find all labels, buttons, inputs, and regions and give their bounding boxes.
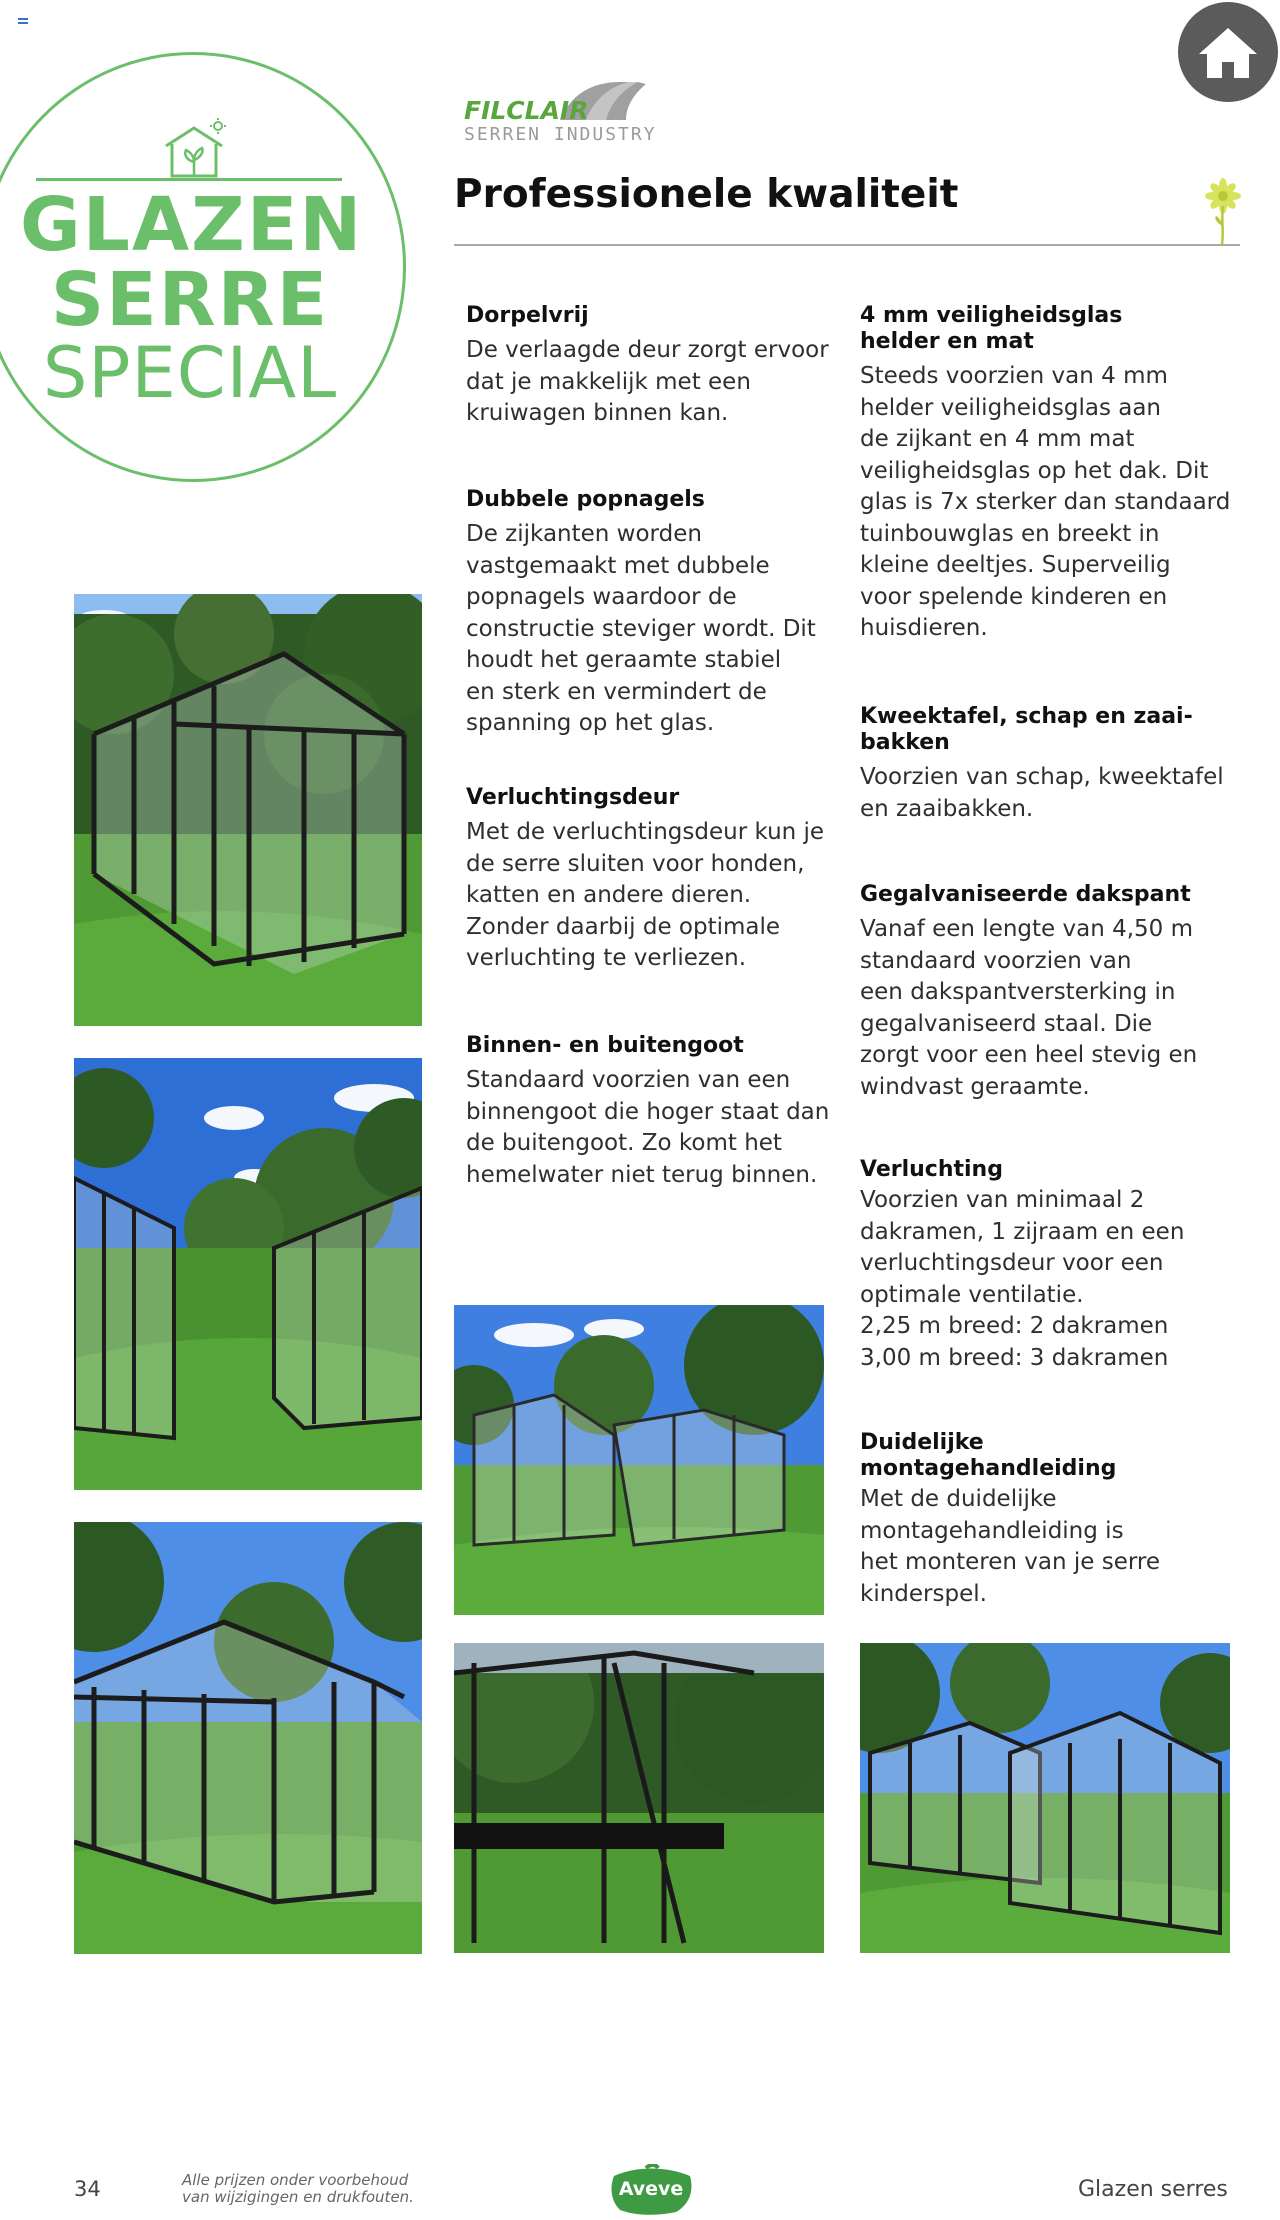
feature-text-line: het monteren van je serre [860,1549,1160,1575]
feature-text-line: en zaaibakken. [860,795,1034,822]
feature-text-line: De verlaagde deur zorgt ervoor [466,337,829,363]
section-name: Glazen serres [1078,2177,1228,2202]
flower-icon [1204,176,1242,246]
feature-text-line: spanning op het glas. [466,710,715,736]
feature-text-line: kinderspel. [860,1580,987,1607]
feature-text-line: gegalvaniseerd staal. Die [860,1010,1153,1037]
feature-text-line: de serre sluiten voor honden, [466,850,805,877]
badge-title-line2: SERRE [50,257,330,343]
feature-text-line: optimale ventilatie. [860,1281,1084,1308]
feature-text-line: De zijkanten worden [466,521,702,547]
feature-text-line: tuinbouwglas en breekt in [860,520,1160,547]
page-title: Professionele kwaliteit [454,172,959,217]
feature-title: Dubbele popnagels [466,487,705,512]
greenhouse-photo-5 [454,1643,824,1953]
title-rule [454,244,1240,246]
disclaimer-line: Alle prijzen onder voorbehoud [182,2171,409,2189]
greenhouse-photo-2 [74,1058,422,1490]
feature-title: Dorpelvrij [466,303,589,328]
feature-text-line: popnagels waardoor de [466,584,737,610]
feature-text-line: kleine deeltjes. Superveilig [860,552,1171,578]
logo-subtitle: SERREN INDUSTRY [464,124,657,145]
feature-text-line: verluchtingsdeur voor een [860,1250,1164,1276]
feature-text-line: vastgemaakt met dubbele [466,552,770,579]
feature-text-line: Vanaf een lengte van 4,50 m [860,916,1194,942]
feature-text-line: houdt het geraamte stabiel [466,647,782,673]
feature-text-line: voor spelende kinderen en [860,583,1168,610]
feature-text-line: huisdieren. [860,615,988,641]
feature-title: 4 mm veiligheidsglas [860,303,1123,328]
feature-text-line: een dakspantversterking in [860,979,1176,1005]
greenhouse-icon [160,118,230,180]
feature-text-line: helder veiligheidsglas aan [860,394,1162,421]
badge-title-line3: SPECIAL [42,332,338,414]
feature-text-line: de buitengoot. Zo komt het [466,1130,782,1156]
feature-title: bakken [860,730,950,755]
feature-veiligheidsglas [860,303,1240,645]
feature-dubbele-popnagels [466,487,846,740]
feature-title: Verluchting [860,1157,1003,1182]
badge-divider [36,178,342,181]
home-icon [1197,24,1259,80]
feature-text-line: 2,25 m breed: 2 dakramen [860,1313,1169,1339]
feature-text-line: veiligheidsglas op het dak. Dit [860,457,1209,484]
feature-dakspant [860,882,1240,1103]
logo-name: FILCLAIR [464,96,589,125]
badge-title-line1: GLAZEN [20,182,364,268]
aveve-logo-text: Aveve [618,2178,684,2200]
feature-text-line: Voorzien van minimaal 2 [860,1187,1145,1213]
feature-kweektafel [860,704,1240,825]
feature-title: Gegalvaniseerde dakspant [860,882,1191,907]
feature-title: Verluchtingsdeur [466,785,680,810]
feature-title: Binnen- en buitengoot [466,1033,744,1058]
feature-text-line: Met de duidelijke [860,1486,1057,1512]
page-number: 34 [74,2177,101,2201]
feature-text-line: constructie steviger wordt. Dit [466,615,816,642]
greenhouse-photo-6 [860,1643,1230,1953]
feature-title: Kweektafel, schap en zaai- [860,704,1193,729]
feature-text-line: kruiwagen binnen kan. [466,400,729,426]
feature-text-line: zorgt voor een heel stevig en [860,1042,1198,1068]
feature-text-line: 3,00 m breed: 3 dakramen [860,1344,1169,1371]
aveve-logo[interactable] [606,2164,696,2216]
feature-text-line: hemelwater niet terug binnen. [466,1161,818,1188]
feature-text-line: dakramen, 1 zijraam en een [860,1218,1185,1245]
feature-text-line: katten en andere dieren. [466,882,752,908]
feature-title: Duidelijke [860,1430,984,1455]
feature-verluchtingsdeur [466,785,846,975]
feature-text-line: standaard voorzien van [860,947,1132,974]
feature-verluchting [860,1157,1240,1374]
feature-text-line: Met de verluchtingsdeur kun je [466,819,825,845]
feature-text-line: Steeds voorzien van 4 mm [860,363,1168,389]
feature-text-line: windvast geraamte. [860,1073,1090,1100]
disclaimer [182,2172,414,2206]
menu-icon[interactable] [18,18,28,26]
feature-text-line: glas is 7x sterker dan standaard [860,489,1231,515]
feature-text-line: en sterk en vermindert de [466,678,767,705]
greenhouse-photo-1 [74,594,422,1026]
greenhouse-photo-3 [74,1522,422,1954]
feature-text-line: binnengoot die hoger staat dan [466,1098,830,1125]
feature-text-line: dat je makkelijk met een [466,368,751,395]
home-button[interactable] [1178,2,1278,102]
feature-title: montagehandleiding [860,1456,1117,1481]
feature-binnen-buitengoot [466,1033,846,1191]
feature-text-line: Voorzien van schap, kweektafel [860,764,1224,790]
feature-text-line: de zijkant en 4 mm mat [860,426,1135,452]
feature-title: helder en mat [860,329,1034,354]
disclaimer-line: van wijzigingen en drukfouten. [182,2188,414,2206]
feature-text-line: Zonder daarbij de optimale [466,913,781,940]
greenhouse-photo-4 [454,1305,824,1615]
feature-montagehandleiding [860,1430,1240,1610]
feature-text-line: montagehandleiding is [860,1517,1124,1544]
feature-text-line: verluchting te verliezen. [466,945,747,971]
feature-text-line: Standaard voorzien van een [466,1067,791,1093]
feature-dorpelvrij [466,303,846,430]
